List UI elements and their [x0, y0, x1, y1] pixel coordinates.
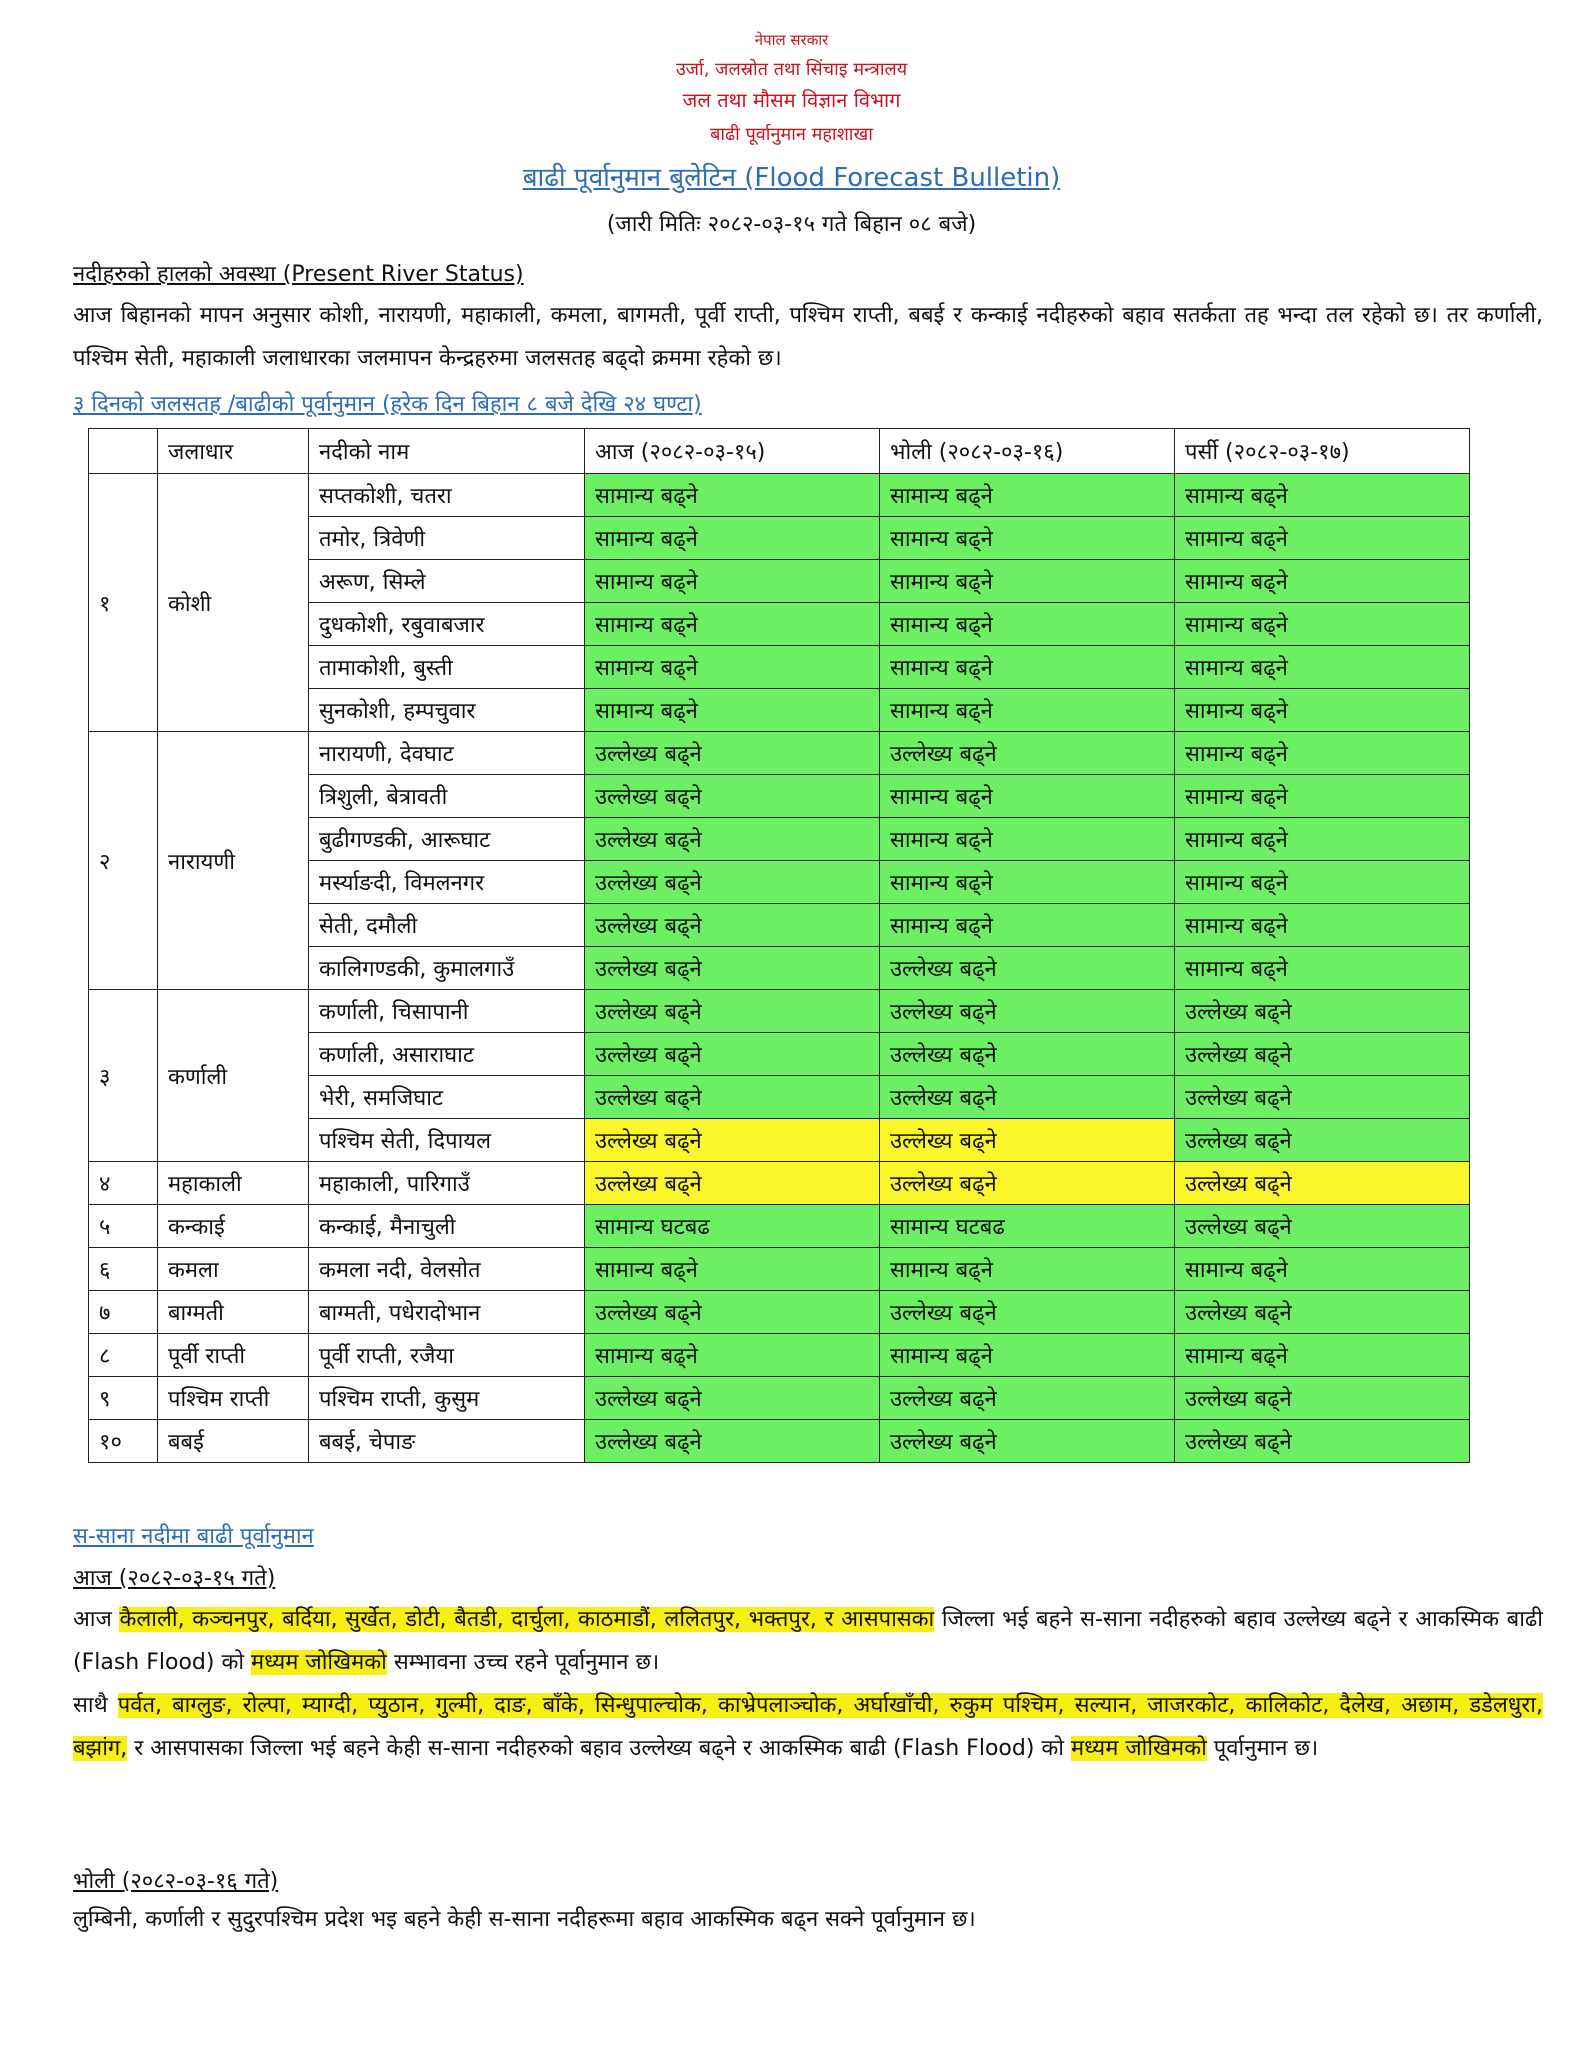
forecast-day-after: सामान्य बढ्ने [1175, 560, 1470, 603]
forecast-day-after: सामान्य बढ्ने [1175, 947, 1470, 990]
forecast-today: उल्लेख्य बढ्ने [585, 1076, 880, 1119]
basin-name: महाकाली [158, 1162, 309, 1205]
river-station: सप्तकोशी, चतरा [309, 474, 585, 517]
ministry-label: उर्जा, जलस्रोत तथा सिंचाइ मन्त्रालय [675, 59, 908, 80]
forecast-tomorrow: उल्लेख्य बढ्ने [880, 1033, 1175, 1076]
forecast-day-after: उल्लेख्य बढ्ने [1175, 1119, 1470, 1162]
table-row [89, 732, 1470, 775]
river-station: बबई, चेपाङ [309, 1420, 585, 1463]
col-header-no [89, 429, 158, 474]
basin-name: पश्चिम राप्ती [158, 1377, 309, 1420]
forecast-heading: ३ दिनको जलसतह /बाढीको पूर्वानुमान (हरेक दिन बिहान ८ बजे देखि २४ घण्टा) [73, 392, 702, 417]
basin-number: ८ [89, 1334, 158, 1377]
bulletin-title: बाढी पूर्वानुमान बुलेटिन (Flood Forecast Bulletin) [522, 163, 1061, 193]
forecast-day-after: सामान्य बढ्ने [1175, 732, 1470, 775]
basin-number: ३ [89, 990, 158, 1162]
table-row [89, 990, 1470, 1033]
forecast-day-after: उल्लेख्य बढ्ने [1175, 1162, 1470, 1205]
table-body [89, 474, 1470, 1463]
forecast-today: सामान्य बढ्ने [585, 689, 880, 732]
tomorrow-heading: भोली (२०८२-०३-१६ गते) [73, 1869, 279, 1894]
basin-name: बबई [158, 1420, 309, 1463]
table-row [89, 1205, 1470, 1248]
basin-name: नारायणी [158, 732, 309, 990]
today-heading: आज (२०८२-०३-१५ गते) [73, 1566, 276, 1591]
forecast-table [88, 428, 1470, 1463]
today-p2-risk: मध्यम जोखिमको [1071, 1736, 1207, 1761]
present-status-text: आज बिहानको मापन अनुसार कोशी, नारायणी, महाकाली, कमला, बागमती, पूर्वी राप्ती, पश्चिम राप्ती, बबई र कन्काई नदीहरुको बहाव सतर्कता तह भन्दा तल रहेको छ। तर कर्णाली, पश्चिम सेती, महाकाली जलाधारका जलमापन केन्द्रहरुमा जलसतह बढ्दो क्रममा रहेको छ। [73, 303, 1543, 371]
river-station: तमोर, त्रिवेणी [309, 517, 585, 560]
col-header-tomorrow: भोली (२०८२-०३-१६) [880, 429, 1175, 474]
forecast-tomorrow: सामान्य बढ्ने [880, 818, 1175, 861]
basin-number: ५ [89, 1205, 158, 1248]
basin-number: ९ [89, 1377, 158, 1420]
table-row [89, 1248, 1470, 1291]
basin-name: कोशी [158, 474, 309, 732]
forecast-day-after: सामान्य बढ्ने [1175, 1334, 1470, 1377]
forecast-tomorrow: सामान्य बढ्ने [880, 861, 1175, 904]
forecast-today: उल्लेख्य बढ्ने [585, 904, 880, 947]
forecast-today: सामान्य घटबढ [585, 1205, 880, 1248]
river-station: सेती, दमौली [309, 904, 585, 947]
table-row [89, 1291, 1470, 1334]
forecast-tomorrow: उल्लेख्य बढ्ने [880, 1420, 1175, 1463]
forecast-today: उल्लेख्य बढ्ने [585, 990, 880, 1033]
river-station: नारायणी, देवघाट [309, 732, 585, 775]
department-label: जल तथा मौसम विज्ञान विभाग [682, 88, 901, 112]
table-row [89, 474, 1470, 517]
basin-number: १० [89, 1420, 158, 1463]
table-row [89, 1377, 1470, 1420]
basin-name: कमला [158, 1248, 309, 1291]
river-station: अरूण, सिम्ले [309, 560, 585, 603]
forecast-today: सामान्य बढ्ने [585, 646, 880, 689]
forecast-day-after: उल्लेख्य बढ्ने [1175, 1291, 1470, 1334]
forecast-today: उल्लेख्य बढ्ने [585, 947, 880, 990]
basin-name: बाग्मती [158, 1291, 309, 1334]
col-header-basin: जलाधार [158, 429, 309, 474]
basin-name: पूर्वी राप्ती [158, 1334, 309, 1377]
govt-label: नेपाल सरकार [754, 31, 829, 49]
forecast-tomorrow: उल्लेख्य बढ्ने [880, 947, 1175, 990]
forecast-today: सामान्य बढ्ने [585, 560, 880, 603]
basin-number: ७ [89, 1291, 158, 1334]
small-rivers-heading: स-साना नदीमा बाढी पूर्वानुमान [73, 1524, 314, 1549]
forecast-day-after: सामान्य बढ्ने [1175, 861, 1470, 904]
today-paragraph-2 [73, 1684, 1543, 1770]
forecast-day-after: उल्लेख्य बढ्ने [1175, 990, 1470, 1033]
table-header-row [89, 429, 1470, 474]
forecast-tomorrow: सामान्य बढ्ने [880, 603, 1175, 646]
col-header-river: नदीको नाम [309, 429, 585, 474]
river-station: पश्चिम सेती, दिपायल [309, 1119, 585, 1162]
forecast-tomorrow: सामान्य बढ्ने [880, 474, 1175, 517]
forecast-tomorrow: सामान्य बढ्ने [880, 904, 1175, 947]
forecast-today: उल्लेख्य बढ्ने [585, 775, 880, 818]
basin-number: ६ [89, 1248, 158, 1291]
forecast-tomorrow: उल्लेख्य बढ्ने [880, 1291, 1175, 1334]
forecast-tomorrow: सामान्य बढ्ने [880, 1248, 1175, 1291]
forecast-day-after: उल्लेख्य बढ्ने [1175, 1076, 1470, 1119]
forecast-day-after: सामान्य बढ्ने [1175, 689, 1470, 732]
river-station: कर्णाली, चिसापानी [309, 990, 585, 1033]
forecast-tomorrow: उल्लेख्य बढ्ने [880, 1076, 1175, 1119]
present-status-heading: नदीहरुको हालको अवस्था (Present River Status) [73, 262, 524, 287]
forecast-today: सामान्य बढ्ने [585, 603, 880, 646]
issue-date: (जारी मितिः २०८२-०३-१५ गते बिहान ०८ बजे) [606, 212, 977, 237]
table-row [89, 1420, 1470, 1463]
forecast-tomorrow: सामान्य बढ्ने [880, 517, 1175, 560]
river-station: त्रिशुली, बेत्रावती [309, 775, 585, 818]
table-row [89, 1162, 1470, 1205]
division-label: बाढी पूर्वानुमान महाशाखा [710, 124, 873, 145]
today-p1-suffix: सम्भावना उच्च रहने पूर्वानुमान छ। [386, 1650, 660, 1675]
today-p1-mid: जिल्ला भई बहने स-साना नदीहरुको बहाव उल्लेख्य बढ्ने र आकस्मिक बाढी (Flash Flood) को [73, 1607, 1543, 1675]
forecast-tomorrow: उल्लेख्य बढ्ने [880, 990, 1175, 1033]
forecast-tomorrow: उल्लेख्य बढ्ने [880, 1377, 1175, 1420]
river-station: सुनकोशी, हम्पचुवार [309, 689, 585, 732]
forecast-today: सामान्य बढ्ने [585, 517, 880, 560]
today-p2-prefix: साथै [73, 1693, 118, 1718]
forecast-tomorrow: सामान्य बढ्ने [880, 1334, 1175, 1377]
col-header-day-after: पर्सी (२०८२-०३-१७) [1175, 429, 1470, 474]
forecast-today: उल्लेख्य बढ्ने [585, 818, 880, 861]
forecast-tomorrow: उल्लेख्य बढ्ने [880, 1119, 1175, 1162]
river-station: तामाकोशी, बुस्ती [309, 646, 585, 689]
forecast-day-after: सामान्य बढ्ने [1175, 517, 1470, 560]
forecast-day-after: उल्लेख्य बढ्ने [1175, 1377, 1470, 1420]
forecast-tomorrow: सामान्य बढ्ने [880, 775, 1175, 818]
forecast-today: उल्लेख्य बढ्ने [585, 1291, 880, 1334]
river-station: कन्काई, मैनाचुली [309, 1205, 585, 1248]
today-p1-districts: कैलाली, कञ्चनपुर, बर्दिया, सुर्खेत, डोटी, बैतडी, दार्चुला, काठमाडौं, ललितपुर, भक्तपुर, र आसपासका [119, 1607, 935, 1632]
today-paragraph-1 [73, 1598, 1543, 1684]
river-station: भेरी, समजिघाट [309, 1076, 585, 1119]
basin-number: १ [89, 474, 158, 732]
forecast-tomorrow: उल्लेख्य बढ्ने [880, 732, 1175, 775]
today-p1-prefix: आज [73, 1607, 120, 1632]
today-p2-suffix: पूर्वानुमान छ। [1206, 1736, 1319, 1761]
river-station: बुढीगण्डकी, आरूघाट [309, 818, 585, 861]
forecast-day-after: उल्लेख्य बढ्ने [1175, 1205, 1470, 1248]
forecast-today: उल्लेख्य बढ्ने [585, 1420, 880, 1463]
river-station: कमला नदी, वेलसोत [309, 1248, 585, 1291]
forecast-today: उल्लेख्य बढ्ने [585, 1033, 880, 1076]
forecast-day-after: सामान्य बढ्ने [1175, 646, 1470, 689]
forecast-today: उल्लेख्य बढ्ने [585, 1119, 880, 1162]
river-station: दुधकोशी, रबुवाबजार [309, 603, 585, 646]
today-p1-risk: मध्यम जोखिमको [251, 1650, 387, 1675]
basin-name: कन्काई [158, 1205, 309, 1248]
basin-number: ४ [89, 1162, 158, 1205]
forecast-today: सामान्य बढ्ने [585, 1334, 880, 1377]
basin-name: कर्णाली [158, 990, 309, 1162]
river-station: मर्स्याङदी, विमलनगर [309, 861, 585, 904]
river-station: पश्चिम राप्ती, कुसुम [309, 1377, 585, 1420]
forecast-today: उल्लेख्य बढ्ने [585, 1162, 880, 1205]
river-station: पूर्वी राप्ती, रजैया [309, 1334, 585, 1377]
table-row [89, 1334, 1470, 1377]
river-station: कर्णाली, असाराघाट [309, 1033, 585, 1076]
forecast-day-after: सामान्य बढ्ने [1175, 904, 1470, 947]
today-p2-districts: पर्वत, बाग्लुङ, रोल्पा, म्याग्दी, प्युठान, गुल्मी, दाङ, बाँके, सिन्धुपाल्चोक, काभ्रेपलाञ्चोक, अर्घाखाँची, रुकुम पश्चिम, सल्यान, जाजरकोट, कालिकोट, दैलेख, अछाम, डडेलधुरा, बझांग, [73, 1693, 1543, 1761]
forecast-day-after: सामान्य बढ्ने [1175, 1248, 1470, 1291]
forecast-tomorrow: सामान्य बढ्ने [880, 560, 1175, 603]
forecast-day-after: सामान्य बढ्ने [1175, 775, 1470, 818]
forecast-today: सामान्य बढ्ने [585, 474, 880, 517]
tomorrow-text: लुम्बिनी, कर्णाली र सुदुरपश्चिम प्रदेश भइ बहने केही स-साना नदीहरूमा बहाव आकस्मिक बढ्न सक्ने पूर्वानुमान छ। [73, 1907, 976, 1932]
forecast-today: सामान्य बढ्ने [585, 1248, 880, 1291]
col-header-today: आज (२०८२-०३-१५) [585, 429, 880, 474]
forecast-tomorrow: सामान्य बढ्ने [880, 646, 1175, 689]
forecast-day-after: उल्लेख्य बढ्ने [1175, 1033, 1470, 1076]
forecast-day-after: सामान्य बढ्ने [1175, 818, 1470, 861]
forecast-tomorrow: सामान्य बढ्ने [880, 689, 1175, 732]
forecast-day-after: सामान्य बढ्ने [1175, 474, 1470, 517]
forecast-today: उल्लेख्य बढ्ने [585, 1377, 880, 1420]
river-station: महाकाली, पारिगाउँ [309, 1162, 585, 1205]
today-p2-mid: र आसपासका जिल्ला भई बहने केही स-साना नदीहरुको बहाव उल्लेख्य बढ्ने र आकस्मिक बाढी (Flash Flood) को [127, 1736, 1071, 1761]
basin-number: २ [89, 732, 158, 990]
forecast-day-after: सामान्य बढ्ने [1175, 603, 1470, 646]
river-station: कालिगण्डकी, कुमालगाउँ [309, 947, 585, 990]
forecast-day-after: उल्लेख्य बढ्ने [1175, 1420, 1470, 1463]
forecast-tomorrow: सामान्य घटबढ [880, 1205, 1175, 1248]
forecast-today: उल्लेख्य बढ्ने [585, 861, 880, 904]
river-station: बाग्मती, पधेरादोभान [309, 1291, 585, 1334]
forecast-tomorrow: उल्लेख्य बढ्ने [880, 1162, 1175, 1205]
forecast-today: उल्लेख्य बढ्ने [585, 732, 880, 775]
